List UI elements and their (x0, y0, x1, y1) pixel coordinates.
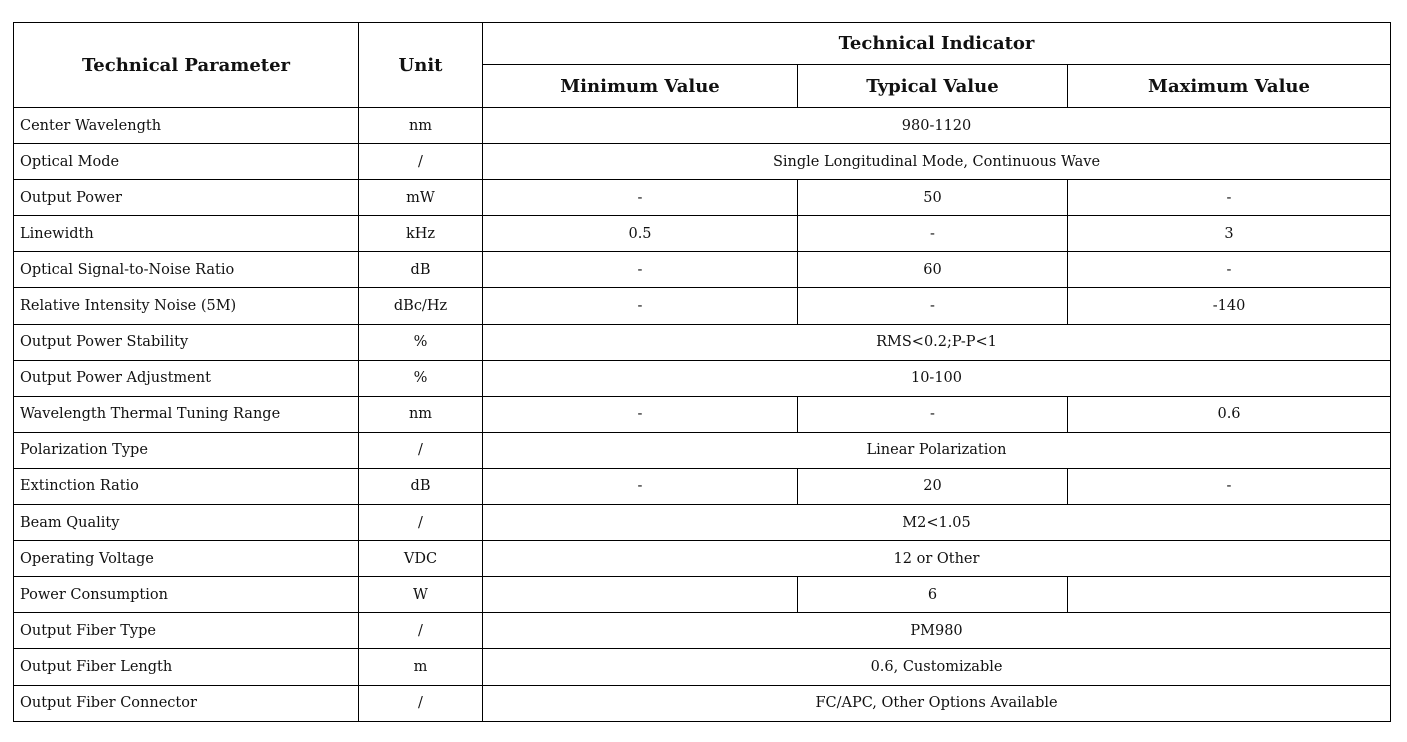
table-row (14, 468, 1391, 504)
table-row (14, 324, 1391, 360)
unit-cell: dBc/Hz (359, 288, 483, 324)
parameter-cell: Beam Quality (14, 505, 359, 541)
table-row (14, 252, 1391, 288)
parameter-cell: Wavelength Thermal Tuning Range (14, 396, 359, 432)
maximum-value-cell: -140 (1068, 288, 1391, 324)
parameter-cell: Output Fiber Type (14, 613, 359, 649)
unit-cell: nm (359, 396, 483, 432)
unit-cell: dB (359, 252, 483, 288)
table-row (14, 613, 1391, 649)
table-row (14, 180, 1391, 216)
spec-table-body (14, 108, 1391, 722)
unit-cell: / (359, 685, 483, 721)
table-row (14, 216, 1391, 252)
parameter-cell: Operating Voltage (14, 541, 359, 577)
indicator-cell: RMS<0.2;P-P<1 (483, 324, 1391, 360)
typical-value-cell: 60 (798, 252, 1068, 288)
unit-cell: kHz (359, 216, 483, 252)
parameter-cell: Center Wavelength (14, 108, 359, 144)
typical-value-cell: 6 (798, 577, 1068, 613)
indicator-cell: 12 or Other (483, 541, 1391, 577)
table-row (14, 541, 1391, 577)
table-row (14, 108, 1391, 144)
unit-cell: m (359, 649, 483, 685)
minimum-value-cell (483, 577, 798, 613)
header-maximum-value: Maximum Value (1068, 65, 1391, 108)
unit-cell: W (359, 577, 483, 613)
unit-cell: nm (359, 108, 483, 144)
parameter-cell: Optical Mode (14, 144, 359, 180)
parameter-cell: Power Consumption (14, 577, 359, 613)
typical-value-cell: - (798, 396, 1068, 432)
parameter-cell: Polarization Type (14, 432, 359, 468)
unit-cell: / (359, 613, 483, 649)
indicator-cell: PM980 (483, 613, 1391, 649)
table-row (14, 288, 1391, 324)
typical-value-cell: 20 (798, 468, 1068, 504)
unit-cell: % (359, 324, 483, 360)
maximum-value-cell: 3 (1068, 216, 1391, 252)
table-row (14, 685, 1391, 721)
indicator-cell: Linear Polarization (483, 432, 1391, 468)
minimum-value-cell: - (483, 180, 798, 216)
parameter-cell: Output Power Adjustment (14, 360, 359, 396)
parameter-cell: Output Power Stability (14, 324, 359, 360)
table-row (14, 505, 1391, 541)
unit-cell: / (359, 144, 483, 180)
parameter-cell: Output Fiber Connector (14, 685, 359, 721)
header-typical-value: Typical Value (798, 65, 1068, 108)
minimum-value-cell: - (483, 468, 798, 504)
maximum-value-cell (1068, 577, 1391, 613)
indicator-cell: M2<1.05 (483, 505, 1391, 541)
header-minimum-value: Minimum Value (483, 65, 798, 108)
typical-value-cell: 50 (798, 180, 1068, 216)
header-technical-indicator: Technical Indicator (483, 23, 1391, 65)
parameter-cell: Extinction Ratio (14, 468, 359, 504)
maximum-value-cell: - (1068, 468, 1391, 504)
parameter-cell: Linewidth (14, 216, 359, 252)
unit-cell: mW (359, 180, 483, 216)
parameter-cell: Relative Intensity Noise (5M) (14, 288, 359, 324)
table-row (14, 396, 1391, 432)
table-row (14, 577, 1391, 613)
maximum-value-cell: - (1068, 180, 1391, 216)
typical-value-cell: - (798, 216, 1068, 252)
minimum-value-cell: 0.5 (483, 216, 798, 252)
parameter-cell: Output Fiber Length (14, 649, 359, 685)
unit-cell: VDC (359, 541, 483, 577)
table-row (14, 360, 1391, 396)
indicator-cell: 980-1120 (483, 108, 1391, 144)
table-row (14, 144, 1391, 180)
typical-value-cell: - (798, 288, 1068, 324)
parameter-cell: Optical Signal-to-Noise Ratio (14, 252, 359, 288)
minimum-value-cell: - (483, 288, 798, 324)
minimum-value-cell: - (483, 252, 798, 288)
unit-cell: % (359, 360, 483, 396)
indicator-cell: 0.6, Customizable (483, 649, 1391, 685)
indicator-cell: Single Longitudinal Mode, Continuous Wave (483, 144, 1391, 180)
minimum-value-cell: - (483, 396, 798, 432)
maximum-value-cell: - (1068, 252, 1391, 288)
indicator-cell: FC/APC, Other Options Available (483, 685, 1391, 721)
unit-cell: dB (359, 468, 483, 504)
spec-table (13, 22, 1391, 722)
maximum-value-cell: 0.6 (1068, 396, 1391, 432)
header-unit: Unit (359, 23, 483, 108)
table-row (14, 649, 1391, 685)
table-row (14, 432, 1391, 468)
parameter-cell: Output Power (14, 180, 359, 216)
indicator-cell: 10-100 (483, 360, 1391, 396)
unit-cell: / (359, 432, 483, 468)
header-technical-parameter: Technical Parameter (14, 23, 359, 108)
unit-cell: / (359, 505, 483, 541)
